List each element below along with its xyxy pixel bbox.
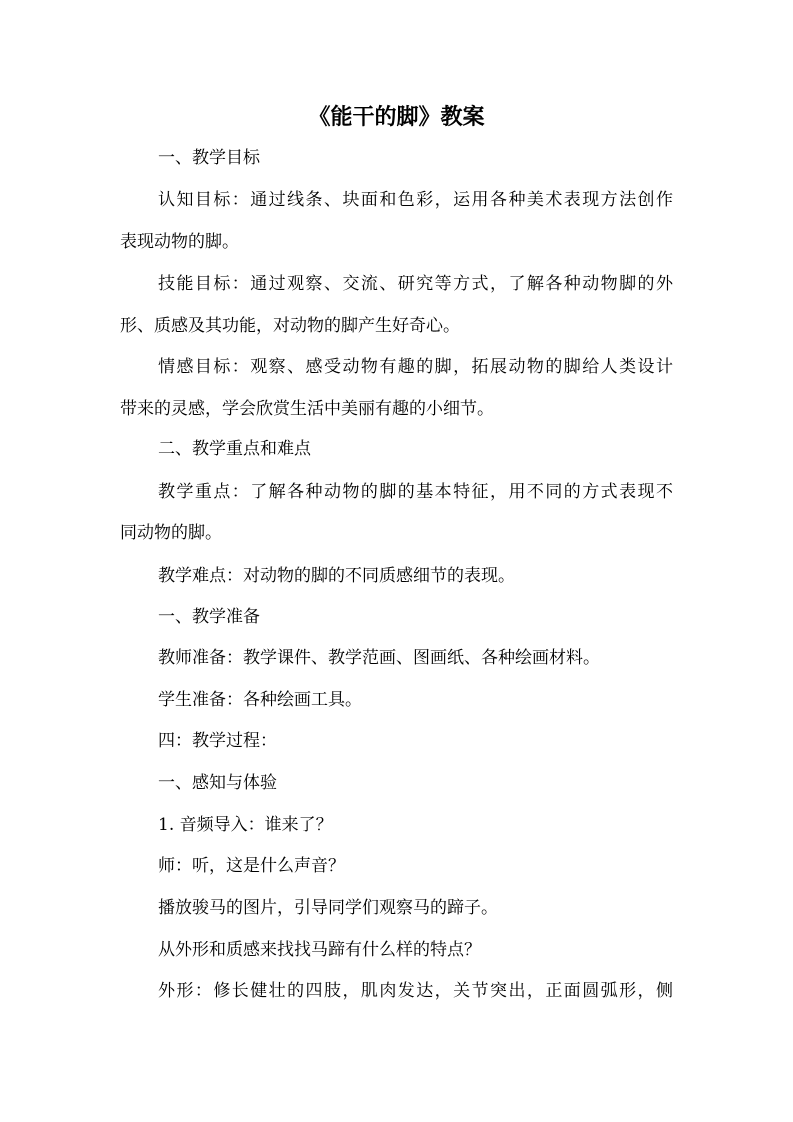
heading-perception: 一、感知与体验 — [158, 773, 277, 793]
heading-key-points: 二、教学重点和难点 — [158, 439, 311, 459]
paragraph-line: 1. 音频导入：谁来了？ — [158, 815, 333, 835]
paragraph-line: 同动物的脚。 — [120, 523, 222, 543]
paragraph-line: 教学重点：了解各种动物的脚的基本特征，用不同的方式表现不 — [158, 482, 673, 502]
heading-preparation: 一、教学准备 — [158, 607, 260, 627]
paragraph-line: 形、质感及其功能，对动物的脚产生好奇心。 — [120, 316, 460, 336]
paragraph-line: 教学难点：对动物的脚的不同质感细节的表现。 — [158, 566, 515, 586]
paragraph-line: 认知目标：通过线条、块面和色彩，运用各种美术表现方法创作 — [158, 190, 673, 210]
paragraph-line: 带来的灵感，学会欣赏生活中美丽有趣的小细节。 — [120, 399, 494, 419]
paragraph-line: 教师准备：教学课件、教学范画、图画纸、各种绘画材料。 — [158, 648, 600, 668]
paragraph-line: 师：听，这是什么声音？ — [158, 856, 345, 876]
paragraph-line: 表现动物的脚。 — [120, 232, 239, 252]
heading-teaching-process: 四：教学过程： — [158, 731, 277, 751]
paragraph-line: 情感目标：观察、感受动物有趣的脚，拓展动物的脚给人类设计 — [158, 357, 673, 377]
paragraph-line: 播放骏马的图片，引导同学们观察马的蹄子。 — [158, 898, 498, 918]
paragraph-line: 技能目标：通过观察、交流、研究等方式，了解各种动物脚的外 — [158, 274, 673, 294]
paragraph-line: 外形：修长健壮的四肢，肌肉发达，关节突出，正面圆弧形，侧 — [158, 981, 673, 1001]
paragraph-line: 从外形和质感来找找马蹄有什么样的特点？ — [158, 940, 481, 960]
document-title: 《能干的脚》教案 — [308, 104, 485, 130]
heading-teaching-goals: 一、教学目标 — [158, 148, 260, 168]
paragraph-line: 学生准备：各种绘画工具。 — [158, 690, 362, 710]
